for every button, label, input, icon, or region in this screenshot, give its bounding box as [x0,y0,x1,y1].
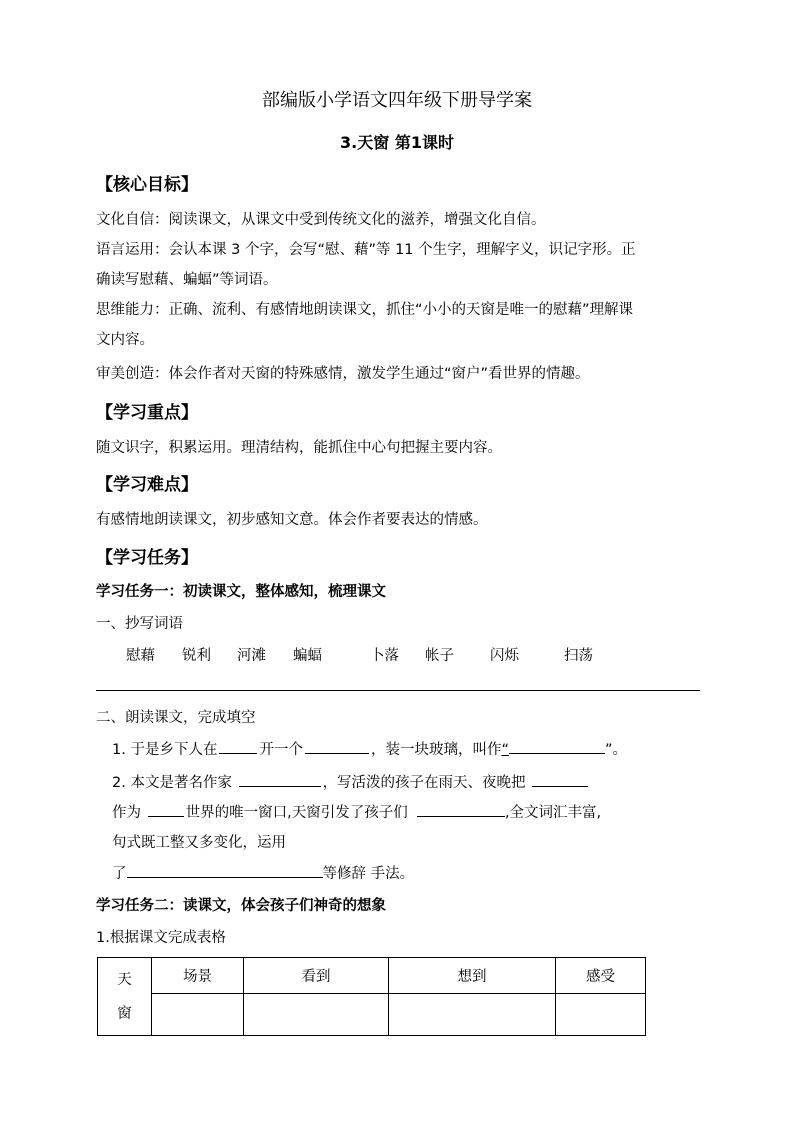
word-7: 闪烁 [490,648,519,664]
q1-blank-1[interactable] [219,739,257,754]
fill-blank-heading: 二、朗读课文，完成填空 [96,710,256,726]
objective-thinking-line2: 文内容。 [96,332,154,348]
q2-blank-1[interactable] [239,772,321,787]
copy-writing-line[interactable] [96,690,700,691]
objective-aesthetic: 审美创造：体会作者对天窗的特殊感情，激发学生通过“窗户”看世界的情趣。 [96,366,590,382]
table-cell-thought[interactable] [389,994,556,1036]
objective-language-line1: 语言运用：会认本课 3 个字，会写“慰、藉”等 11 个生字，理解字义，识记字形。正 [96,242,636,258]
q2-part-c: 作为 [112,805,141,821]
word-4: 蝙蝠 [293,648,322,664]
tianchuang-table [97,957,646,1036]
difficulty-text: 有感情地朗读课文，初步感知文意。体会作者要表达的情感。 [96,512,488,528]
difficulty-heading: 【学习难点】 [96,475,198,495]
word-5: 卜落 [370,648,399,664]
question-2-line3: 句式既工整又多变化，运用 [112,835,286,851]
objective-language-line2: 确读写慰藉、蝙蝠”等词语。 [96,272,278,288]
table-row-label-char-1: 天 [117,971,132,988]
table-header-scene: 场景 [152,958,244,994]
question-2-line2 [112,801,601,822]
tasks-heading: 【学习任务】 [96,548,198,568]
q2-part-a: 2. 本文是著名作家 [112,775,232,791]
copy-words-heading: 一、抄写词语 [96,616,183,632]
q2-blank-3[interactable] [148,802,184,817]
question-1 [112,738,627,759]
table-row-label-char-2: 窗 [117,1005,132,1022]
word-6: 帐子 [425,648,454,664]
word-3: 河滩 [237,648,266,664]
objective-thinking-line1: 思维能力：正确、流利、有感情地朗读课文，抓住“小小的天窗是唯一的慰藉”理解课 [96,302,634,318]
question-2-line1 [112,771,590,792]
word-2: 锐利 [182,648,211,664]
q2-part-g: 了 [112,866,127,882]
q1-part-d: “ [501,742,509,758]
task2-title: 学习任务二：读课文，体会孩子们神奇的想象 [96,898,386,914]
table-intro: 1.根据课文完成表格 [96,930,226,946]
focus-text: 随文识字，积累运用。理清结构，能抓住中心句把握主要内容。 [96,440,502,456]
table-row-label [98,958,152,1036]
table-cell-saw[interactable] [244,994,389,1036]
task1-title: 学习任务一：初读课文，整体感知，梳理课文 [96,584,386,600]
q1-part-a: 1. 于是乡下人在 [112,742,218,758]
table-cell-scene[interactable] [152,994,244,1036]
word-1: 慰藉 [126,648,155,664]
table-header-feeling: 感受 [556,958,646,994]
focus-heading: 【学习重点】 [96,403,198,423]
q1-blank-3[interactable] [509,739,605,754]
word-8: 扫荡 [564,648,593,664]
q2-part-e: ,全文词汇丰富, [504,805,602,821]
objective-culture: 文化自信：阅读课文，从课文中受到传统文化的滋养，增强文化自信。 [96,212,546,228]
question-2-line4 [112,862,414,883]
table-header-thought: 想到 [389,958,556,994]
q1-part-e: ”。 [604,742,627,758]
lesson-subtitle: 3.天窗 第1课时 [340,133,454,152]
table-header-saw: 看到 [244,958,389,994]
q2-part-h: 等修辞 手法。 [322,866,415,882]
q1-part-b: 开一个 [259,742,303,758]
q2-part-d: 世界的唯一窗口,天窗引发了孩子们 [185,805,408,821]
q2-blank-5[interactable] [127,863,323,878]
objectives-heading: 【核心目标】 [96,175,198,195]
q2-part-b: ，写活泼的孩子在雨天、夜晚把 [322,775,526,791]
table-cell-feeling[interactable] [556,994,646,1036]
q2-blank-2[interactable] [532,772,588,787]
document-title: 部编版小学语文四年级下册导学案 [262,90,532,111]
q1-part-c: ，装一块玻璃，叫作 [370,742,502,758]
q2-blank-4[interactable] [417,802,505,817]
q1-blank-2[interactable] [305,739,369,754]
